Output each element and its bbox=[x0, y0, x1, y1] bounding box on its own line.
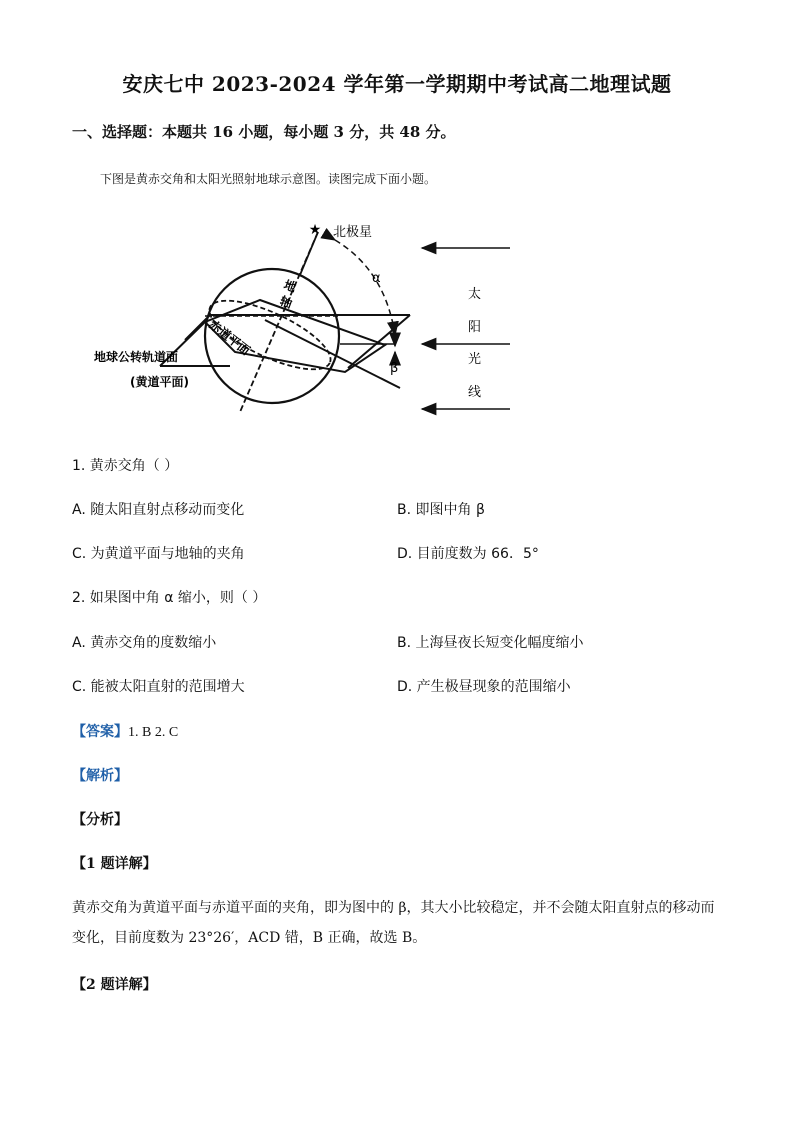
axis-char-1: 地 bbox=[281, 277, 299, 295]
q2-option-b: B. 上海昼夜长短变化幅度缩小 bbox=[397, 635, 584, 651]
fenxi-tag: 【分析】 bbox=[72, 812, 128, 828]
question-1-stem: 1. 黄赤交角（ ） bbox=[72, 458, 179, 474]
q2-option-d: D. 产生极昼现象的范围缩小 bbox=[397, 679, 571, 695]
sunlight-char-2: 阳 bbox=[468, 320, 482, 335]
q1-option-d: D. 目前度数为 66．5° bbox=[397, 546, 539, 562]
sunlight-char-3: 光 bbox=[468, 352, 482, 367]
orbit-plane-label: 地球公转轨道面 bbox=[94, 350, 179, 364]
obliquity-diagram bbox=[80, 212, 520, 417]
q2-option-c: C. 能被太阳直射的范围增大 bbox=[72, 679, 245, 695]
sunlight-char-1: 太 bbox=[468, 287, 482, 302]
equator-line bbox=[265, 320, 400, 388]
polaris-star-icon: ★ bbox=[308, 222, 322, 238]
alpha-label: α bbox=[372, 271, 381, 286]
answer-tag: 【答案】 bbox=[72, 724, 128, 740]
question-2-stem: 2. 如果图中角 α 缩小，则（ ） bbox=[72, 590, 267, 606]
q1-detail-tag: 【1 题详解】 bbox=[72, 856, 157, 872]
q1-option-b: B. 即图中角 β bbox=[397, 502, 485, 518]
axis-char-2: 轴 bbox=[277, 293, 295, 311]
q1-detail-body: 黄赤交角为黄道平面与赤道平面的夹角，即为图中的 β，其大小比较稳定，并不会随太阳直射点的移动而变化，目前度数为 23°26′，ACD 错，B 正确，故选 B。 bbox=[72, 900, 715, 946]
jiexi-label: 【解析】 bbox=[72, 768, 128, 784]
alpha-arc bbox=[335, 240, 395, 335]
q2-option-a: A. 黄赤交角的度数缩小 bbox=[72, 635, 217, 651]
answer-values: 1. B 2. C bbox=[128, 725, 179, 740]
ecliptic-label: (黄道平面) bbox=[130, 375, 189, 389]
q1-option-a: A. 随太阳直射点移动而变化 bbox=[72, 502, 245, 518]
equator-plane-label: 赤道平面 bbox=[206, 317, 253, 358]
beta-label: β bbox=[390, 361, 399, 376]
jiexi-tag bbox=[72, 765, 128, 785]
q2-detail-tag: 【2 题详解】 bbox=[72, 977, 157, 993]
section-heading: 一、选择题：本题共 16 小题，每小题 3 分，共 48 分。 bbox=[72, 123, 456, 141]
answer-line bbox=[72, 721, 178, 741]
page-title: 安庆七中 2023-2024 学年第一学期期中考试高二地理试题 bbox=[122, 72, 672, 96]
orbit-plane-right bbox=[348, 315, 410, 368]
sunlight-char-4: 线 bbox=[468, 385, 482, 400]
q1-option-c: C. 为黄道平面与地轴的夹角 bbox=[72, 546, 245, 562]
polaris-label: 北极星 bbox=[333, 225, 373, 240]
earth-axis-solid bbox=[300, 232, 318, 275]
figure-intro: 下图是黄赤交角和太阳光照射地球示意图。读图完成下面小题。 bbox=[100, 172, 437, 186]
